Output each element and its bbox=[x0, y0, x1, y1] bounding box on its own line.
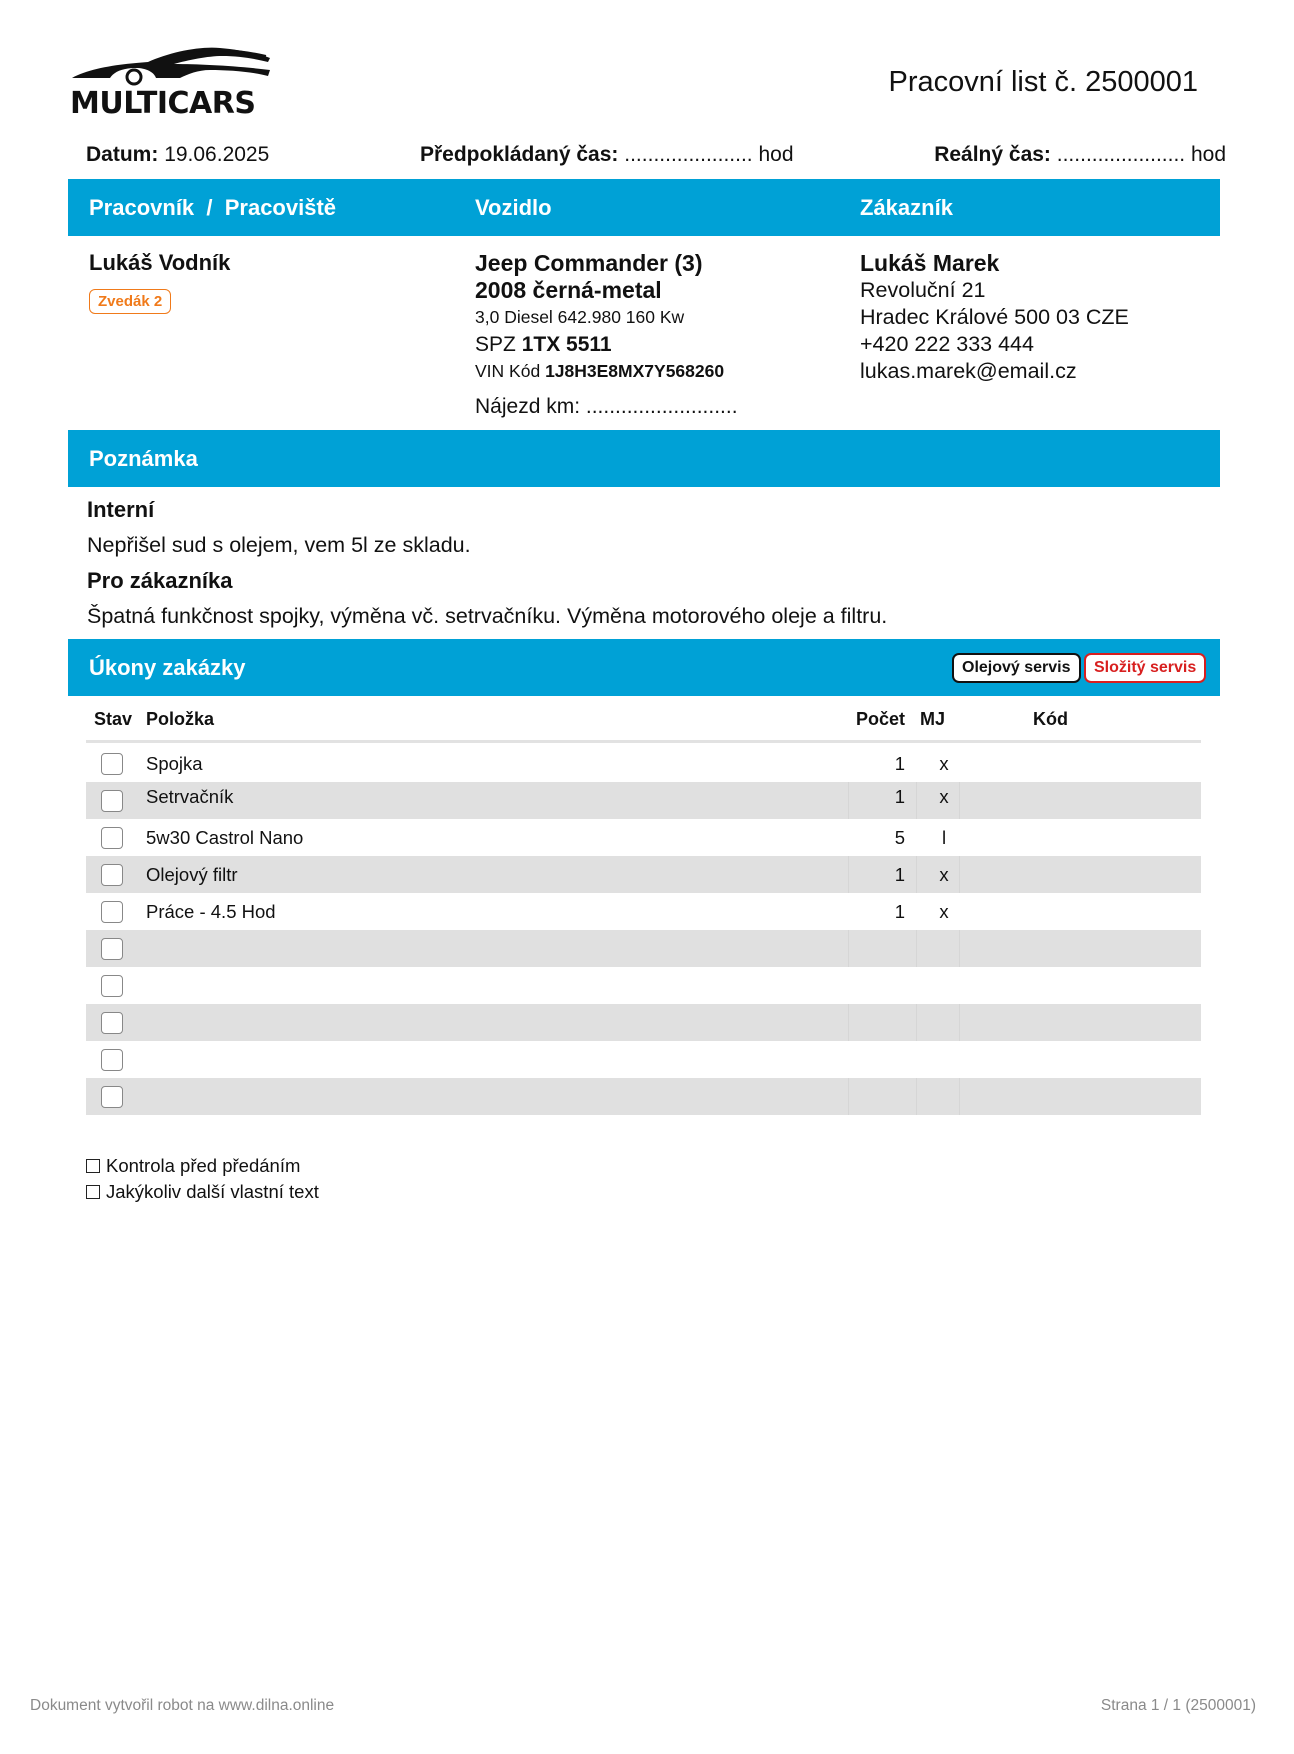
note-customer-text: Špatná funkčnost spojky, výměna vč. setrvačníku. Výměna motorového oleje a filtru. bbox=[87, 604, 888, 628]
real-time-value: ...................... hod bbox=[1056, 143, 1226, 166]
info-header-bar bbox=[68, 179, 1220, 236]
real-time-field bbox=[934, 143, 1226, 167]
customer-city: Hradec Králové 500 03 CZE bbox=[860, 305, 1129, 329]
note-header-bar bbox=[68, 430, 1220, 487]
checklist-item[interactable] bbox=[86, 1155, 300, 1177]
expected-time-value: ...................... hod bbox=[624, 143, 794, 166]
vehicle-vin bbox=[475, 358, 738, 385]
row-item: Práce - 4.5 Hod bbox=[146, 901, 276, 922]
checkbox-icon bbox=[86, 1159, 100, 1173]
table-row bbox=[86, 745, 1201, 782]
expected-time-field bbox=[420, 143, 794, 167]
vin-value: 1J8H3E8MX7Y568260 bbox=[545, 361, 725, 381]
note-body bbox=[87, 497, 887, 629]
date-value: 19.06.2025 bbox=[164, 143, 270, 166]
customer-email: lukas.marek@email.cz bbox=[860, 359, 1077, 383]
row-item: Olejový filtr bbox=[146, 864, 238, 885]
checklist-label: Jakýkoliv další vlastní text bbox=[106, 1181, 319, 1202]
customer-column bbox=[860, 250, 1129, 385]
row-count: 1 bbox=[894, 786, 905, 807]
workplace-badge: Zvedák 2 bbox=[89, 289, 171, 314]
table-row bbox=[86, 856, 1201, 893]
customer-name: Lukáš Marek bbox=[860, 250, 1000, 276]
row-count: 1 bbox=[894, 901, 905, 922]
table-row bbox=[86, 782, 1201, 819]
row-count: 5 bbox=[894, 827, 905, 848]
note-internal-text: Nepřišel sud s olejem, vem 5l ze skladu. bbox=[87, 533, 471, 557]
tasks-header-bar bbox=[68, 639, 1220, 696]
column-header-count: Počet bbox=[856, 709, 906, 729]
row-count: 1 bbox=[894, 753, 905, 774]
date-label: Datum: bbox=[86, 143, 159, 166]
logo-text: MULTICARS bbox=[70, 86, 256, 121]
note-heading: Poznámka bbox=[89, 445, 198, 471]
row-status-checkbox[interactable] bbox=[101, 753, 123, 775]
vehicle-engine: 3,0 Diesel 642.980 160 Kw bbox=[475, 307, 685, 327]
table-header-divider bbox=[86, 740, 1201, 743]
vehicle-mileage: Nájezd km: .......................... bbox=[475, 395, 738, 418]
column-header-code: Kód bbox=[1033, 709, 1068, 729]
row-item: 5w30 Castrol Nano bbox=[146, 827, 304, 848]
row-unit: l bbox=[941, 827, 947, 848]
footer-generated-by: Dokument vytvořil robot na www.dilna.online bbox=[30, 1697, 335, 1714]
row-status-checkbox[interactable] bbox=[101, 790, 123, 812]
column-header-unit: MJ bbox=[920, 709, 946, 729]
row-status-checkbox[interactable] bbox=[101, 827, 123, 849]
expected-time-label: Předpokládaný čas: bbox=[420, 143, 619, 166]
tag-complex-service: Složitý servis bbox=[1084, 653, 1206, 683]
real-time-label: Reálný čas: bbox=[934, 143, 1051, 166]
row-status-checkbox[interactable] bbox=[101, 1049, 123, 1071]
date-field bbox=[86, 143, 269, 167]
customer-phone: +420 222 333 444 bbox=[860, 332, 1034, 356]
checkbox-icon bbox=[86, 1185, 100, 1199]
row-unit: x bbox=[939, 864, 949, 885]
worker-column bbox=[89, 250, 230, 314]
spz-value: 1TX 5511 bbox=[521, 333, 612, 356]
column-header-status: Stav bbox=[94, 709, 133, 729]
table-row bbox=[86, 1041, 1201, 1078]
row-status-checkbox[interactable] bbox=[101, 975, 123, 997]
note-internal-label: Interní bbox=[87, 497, 155, 522]
table-row bbox=[86, 1004, 1201, 1041]
vehicle-year-color: 2008 černá-metal bbox=[475, 277, 662, 303]
tag-oil-service: Olejový servis bbox=[952, 653, 1081, 683]
row-item: Spojka bbox=[146, 753, 203, 774]
note-customer-label: Pro zákazníka bbox=[87, 568, 233, 593]
table-row bbox=[86, 967, 1201, 1004]
tasks-heading: Úkony zakázky bbox=[89, 654, 246, 680]
vehicle-model: Jeep Commander (3) bbox=[475, 250, 703, 276]
column-header-item: Položka bbox=[146, 709, 215, 729]
row-status-checkbox[interactable] bbox=[101, 901, 123, 923]
worker-heading: Pracovník / Pracoviště bbox=[89, 194, 337, 220]
checklist-label: Kontrola před předáním bbox=[106, 1155, 301, 1176]
row-unit: x bbox=[939, 753, 949, 774]
row-item: Setrvačník bbox=[146, 786, 234, 807]
row-unit: x bbox=[939, 786, 949, 807]
footer-page-number: Strana 1 / 1 (2500001) bbox=[1100, 1697, 1256, 1714]
row-status-checkbox[interactable] bbox=[101, 1086, 123, 1108]
checklist-item[interactable] bbox=[86, 1181, 319, 1203]
table-row bbox=[86, 819, 1201, 856]
vehicle-heading: Vozidlo bbox=[475, 194, 552, 220]
spz-label: SPZ bbox=[475, 333, 516, 356]
row-status-checkbox[interactable] bbox=[101, 864, 123, 886]
customer-heading: Zákazník bbox=[860, 194, 953, 220]
row-count: 1 bbox=[894, 864, 905, 885]
vin-label: VIN Kód bbox=[475, 361, 541, 381]
vehicle-column bbox=[475, 250, 738, 420]
row-status-checkbox[interactable] bbox=[101, 1012, 123, 1034]
worker-name: Lukáš Vodník bbox=[89, 250, 231, 275]
row-status-checkbox[interactable] bbox=[101, 938, 123, 960]
table-row bbox=[86, 893, 1201, 930]
table-row bbox=[86, 1078, 1201, 1115]
vehicle-spz bbox=[475, 331, 738, 358]
table-row bbox=[86, 930, 1201, 967]
row-unit: x bbox=[939, 901, 949, 922]
document-title: Pracovní list č. 2500001 bbox=[888, 66, 1198, 98]
customer-street: Revoluční 21 bbox=[860, 278, 986, 302]
